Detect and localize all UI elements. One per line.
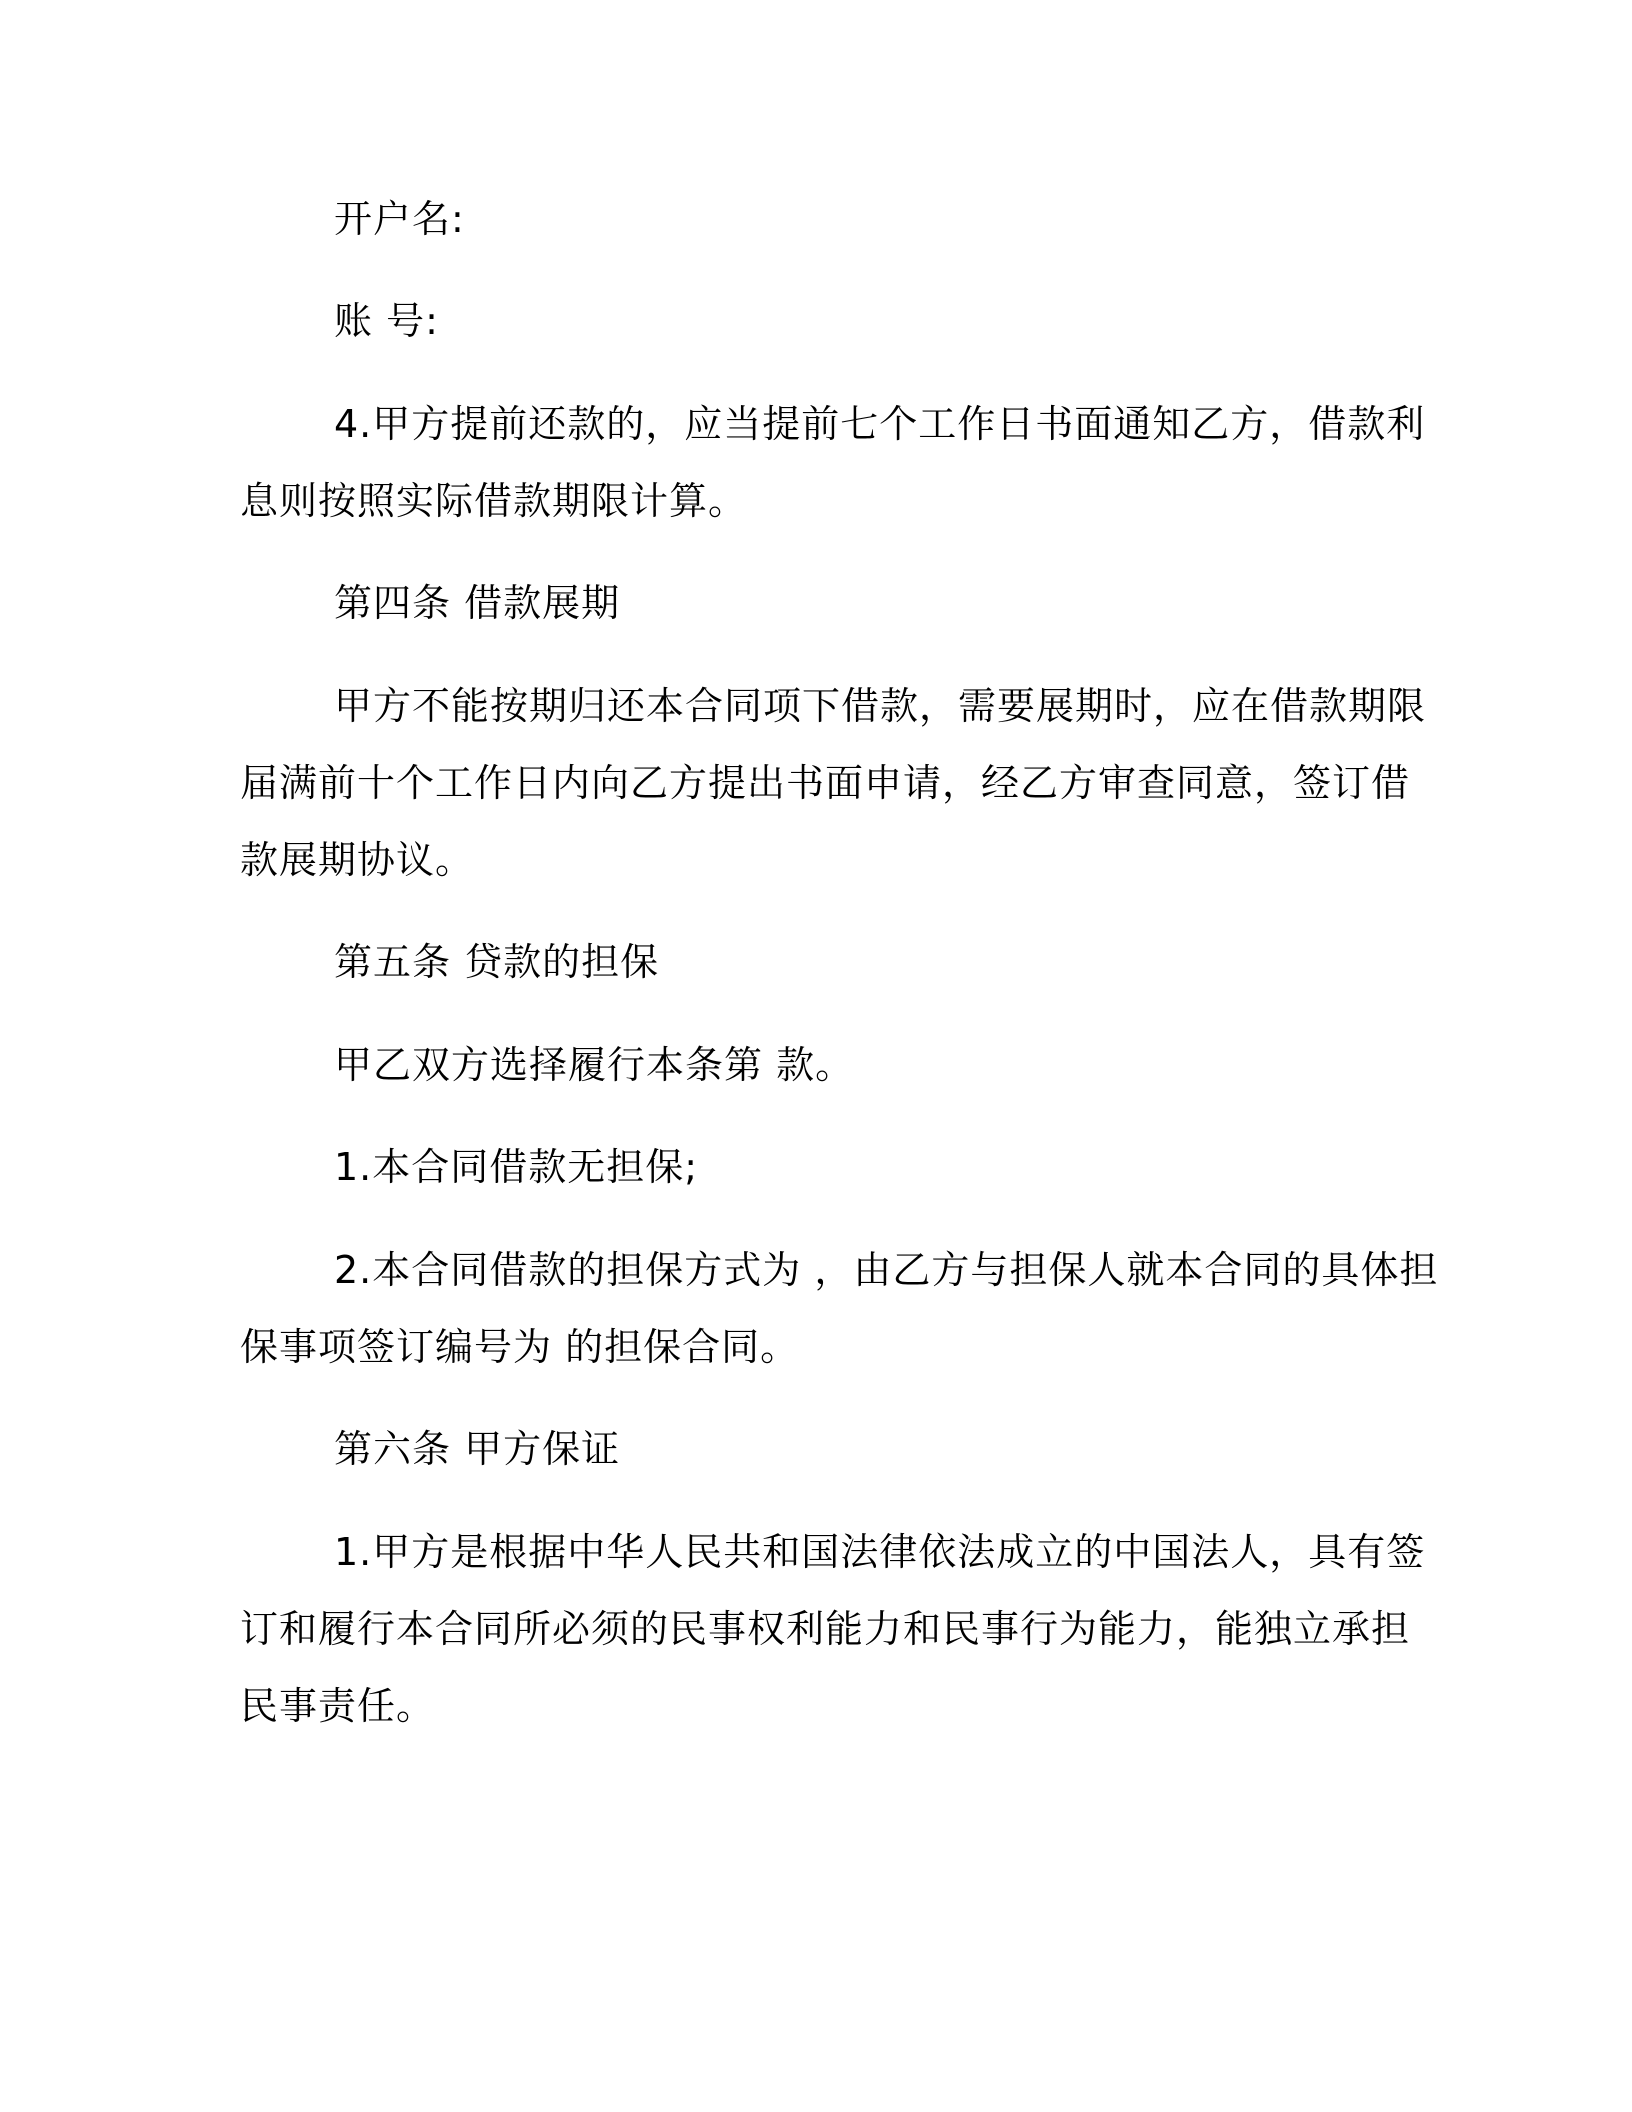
article-5-option-2-line-2: 保事项签订编号为 的担保合同。 xyxy=(240,1325,800,1369)
article-5-option-1: 1.本合同借款无担保; xyxy=(334,1145,699,1189)
account-number-label: 账 号: xyxy=(334,299,439,343)
article-4-paragraph-line-2: 届满前十个工作日内向乙方提出书面申请，经乙方审查同意，签订借 xyxy=(240,761,1411,805)
clause-3-4-line-2: 息则按照实际借款期限计算。 xyxy=(240,479,748,523)
article-6-clause-1-line-3: 民事责任。 xyxy=(240,1684,436,1728)
article-6-clause-1-line-2: 订和履行本合同所必须的民事权利能力和民事行为能力，能独立承担 xyxy=(240,1607,1411,1651)
article-4-heading: 第四条 借款展期 xyxy=(334,581,621,625)
article-5-selection: 甲乙双方选择履行本条第 款。 xyxy=(334,1043,855,1087)
article-6-heading: 第六条 甲方保证 xyxy=(334,1427,621,1471)
article-4-paragraph-line-3: 款展期协议。 xyxy=(240,838,475,882)
article-4-paragraph-line-1: 甲方不能按期归还本合同项下借款，需要展期时，应在借款期限 xyxy=(334,684,1427,728)
account-name-label: 开户名: xyxy=(334,197,465,241)
clause-3-4-line-1: 4.甲方提前还款的，应当提前七个工作日书面通知乙方，借款利 xyxy=(334,402,1426,446)
article-5-option-2-line-1: 2.本合同借款的担保方式为 ，由乙方与担保人就本合同的具体担 xyxy=(334,1248,1439,1292)
article-5-heading: 第五条 贷款的担保 xyxy=(334,940,660,984)
article-6-clause-1-line-1: 1.甲方是根据中华人民共和国法律依法成立的中国法人，具有签 xyxy=(334,1530,1426,1574)
